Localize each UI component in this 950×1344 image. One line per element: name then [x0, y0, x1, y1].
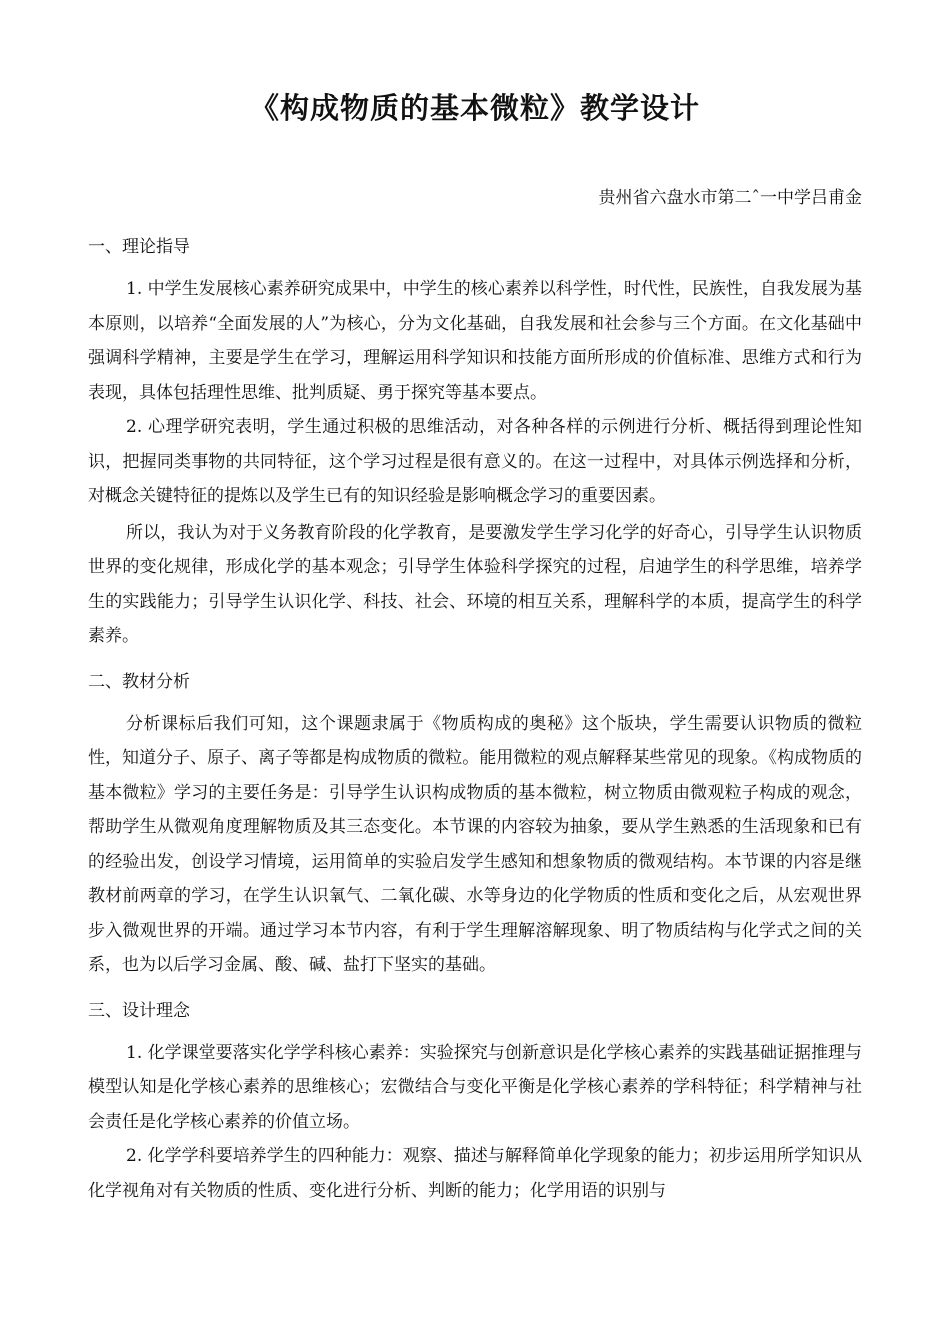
section-heading-theory: 一、理论指导 — [88, 237, 190, 257]
section-heading-design-concept: 三、设计理念 — [88, 1000, 190, 1021]
paragraph: 1. 化学课堂要落实化学学科核心素养：实验探究与创新意识是化学核心素养的实践基础证据推理与模型认知是化学核心素养的思维核心；宏微结合与变化平衡是化学核心素养的学科特征；科学精神与社会责任是化学核心素养的价值立场。 — [88, 1042, 862, 1132]
paragraph: 2. 化学学科要培养学生的四种能力：观察、描述与解释简单化学现象的能力；初步运用所学知识从化学视角对有关物质的性质、变化进行分析、判断的能力；化学用语的识别与 — [88, 1146, 862, 1201]
author-line: 贵州省六盘水市第二ˆ一中学吕甫金 — [598, 188, 862, 208]
section-heading-textbook-analysis: 二、教材分析 — [88, 671, 190, 692]
paragraph: 所以，我认为对于义务教育阶段的化学教育，是要激发学生学习化学的好奇心，引导学生认识物质世界的变化规律，形成化学的基本观念；引导学生体验科学探究的过程，启迪学生的科学思维，培养学生的实践能力；引导学生认识化学、科技、社会、环境的相互关系，理解科学的本质，提高学生的科学素养。 — [88, 522, 862, 646]
document-title: 《构成物质的基本微粒》教学设计 — [249, 91, 700, 125]
paragraph: 2. 心理学研究表明，学生通过积极的思维活动，对各种各样的示例进行分析、概括得到理论性知识，把握同类事物的共同特征，这个学习过程是很有意义的。在这一过程中，对具体示例选择和分析，对概念关键特征的提炼以及学生已有的知识经验是影响概念学习的重要因素。 — [88, 417, 862, 506]
paragraph: 1. 中学生发展核心素养研究成果中，中学生的核心素养以科学性，时代性，民族性，自我发展为基本原则，以培养“全面发展的人”为核心，分为文化基础，自我发展和社会参与三个方面。在文化基础中强调科学精神，主要是学生在学习，理解运用科学知识和技能方面所形成的价值标准、思维方式和行为表现，具体包括理性思维、批判质疑、勇于探究等基本要点。 — [88, 279, 862, 403]
document-body — [88, 233, 862, 1208]
paragraph: 分析课标后我们可知，这个课题隶属于《物质构成的奥秘》这个版块，学生需要认识物质的微粒性，知道分子、原子、离子等都是构成物质的微粒。能用微粒的观点解释某些常见的现象。《构成物质的基本微粒》学习的主要任务是：引导学生认识构成物质的基本微粒，树立物质由微观粒子构成的观念，帮助学生从微观角度理解物质及其三态变化。本节课的内容较为抽象，要从学生熟悉的生活现象和已有的经验出发，创设学习情境，运用简单的实验启发学生感知和想象物质的微观结构。本节课的内容是继教材前两章的学习，在学生认识氧气、二氧化碳、水等身边的化学物质的性质和变化之后，从宏观世界步入微观世界的开端。通过学习本节内容，有利于学生理解溶解现象、明了物质结构与化学式之间的关系，也为以后学习金属、酸、碱、盐打下坚实的基础。 — [88, 713, 862, 975]
